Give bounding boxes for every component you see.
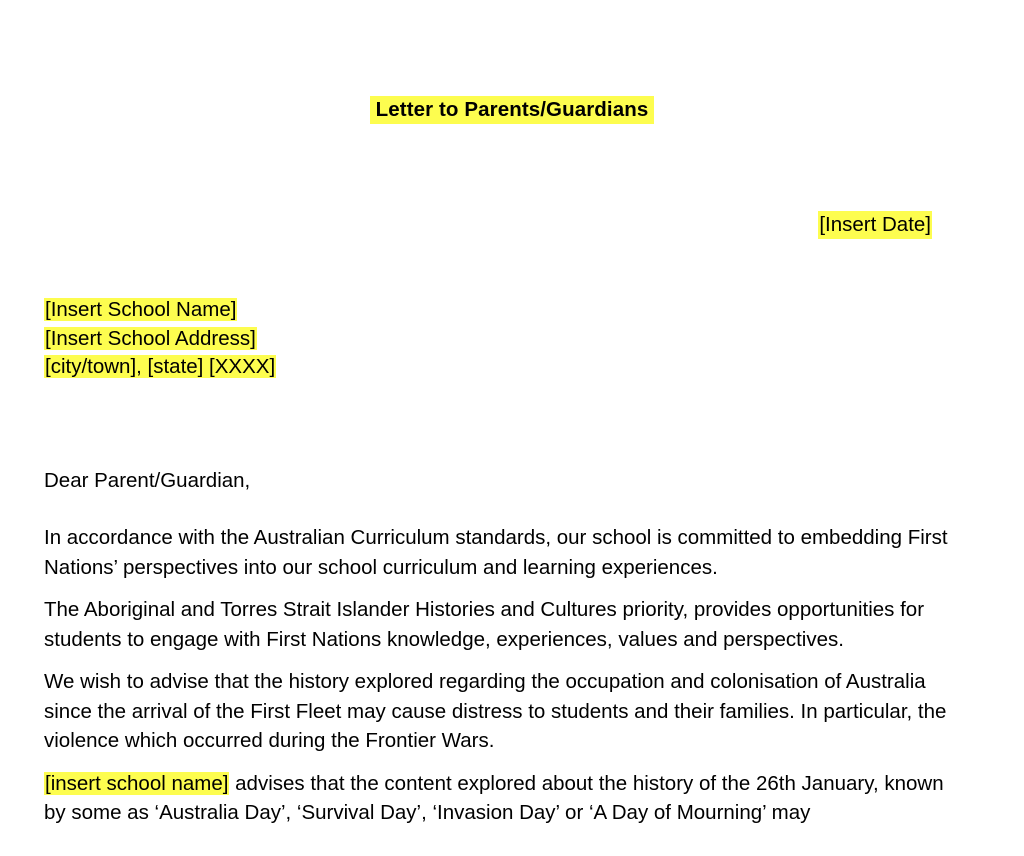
date-row (0, 211, 1024, 239)
paragraph-colonisation-advisory: We wish to advise that the history explored regarding the occupation and colonisation of Australia since the arrival of the First Fleet may cause distress to students and their families. In particular, the violence which occurred during the Frontier Wars. (44, 670, 947, 752)
insert-school-name-inline-placeholder[interactable]: [insert school name] (45, 771, 229, 795)
insert-city-state-postcode-placeholder[interactable]: [city/town], [state] [XXXX] (45, 355, 276, 378)
letter-body (44, 466, 954, 840)
paragraph-histories-cultures-priority: The Aboriginal and Torres Strait Islander Histories and Cultures priority, provides opportunities for students to engage with First Nations knowledge, experiences, values and perspectives. (44, 598, 925, 651)
school-address-block (44, 296, 544, 382)
insert-school-address-placeholder[interactable]: [Insert School Address] (45, 326, 256, 350)
salutation: Dear Parent/Guardian, (44, 469, 251, 492)
paragraph-26th-january (44, 769, 954, 828)
address-line-school-name (44, 296, 544, 325)
document-title-row (0, 96, 1024, 124)
address-line-school-address (44, 325, 544, 354)
paragraph-26th-january-text: advises that the content explored about the history of the 26th January, known by some as ‘Australia Day’, ‘Survival Day’, ‘Invasion Day’ or ‘A Day of Mourning’ may (44, 771, 944, 824)
insert-date-placeholder[interactable]: [Insert Date] (818, 211, 932, 239)
insert-school-name-placeholder[interactable]: [Insert School Name] (45, 298, 237, 321)
paragraph-curriculum-standards: In accordance with the Australian Curriculum standards, our school is committed to embedding First Nations’ perspectives into our school curriculum and learning experiences. (44, 526, 948, 579)
address-line-city-state-postcode (44, 353, 544, 382)
page-title: Letter to Parents/Guardians (370, 96, 655, 124)
